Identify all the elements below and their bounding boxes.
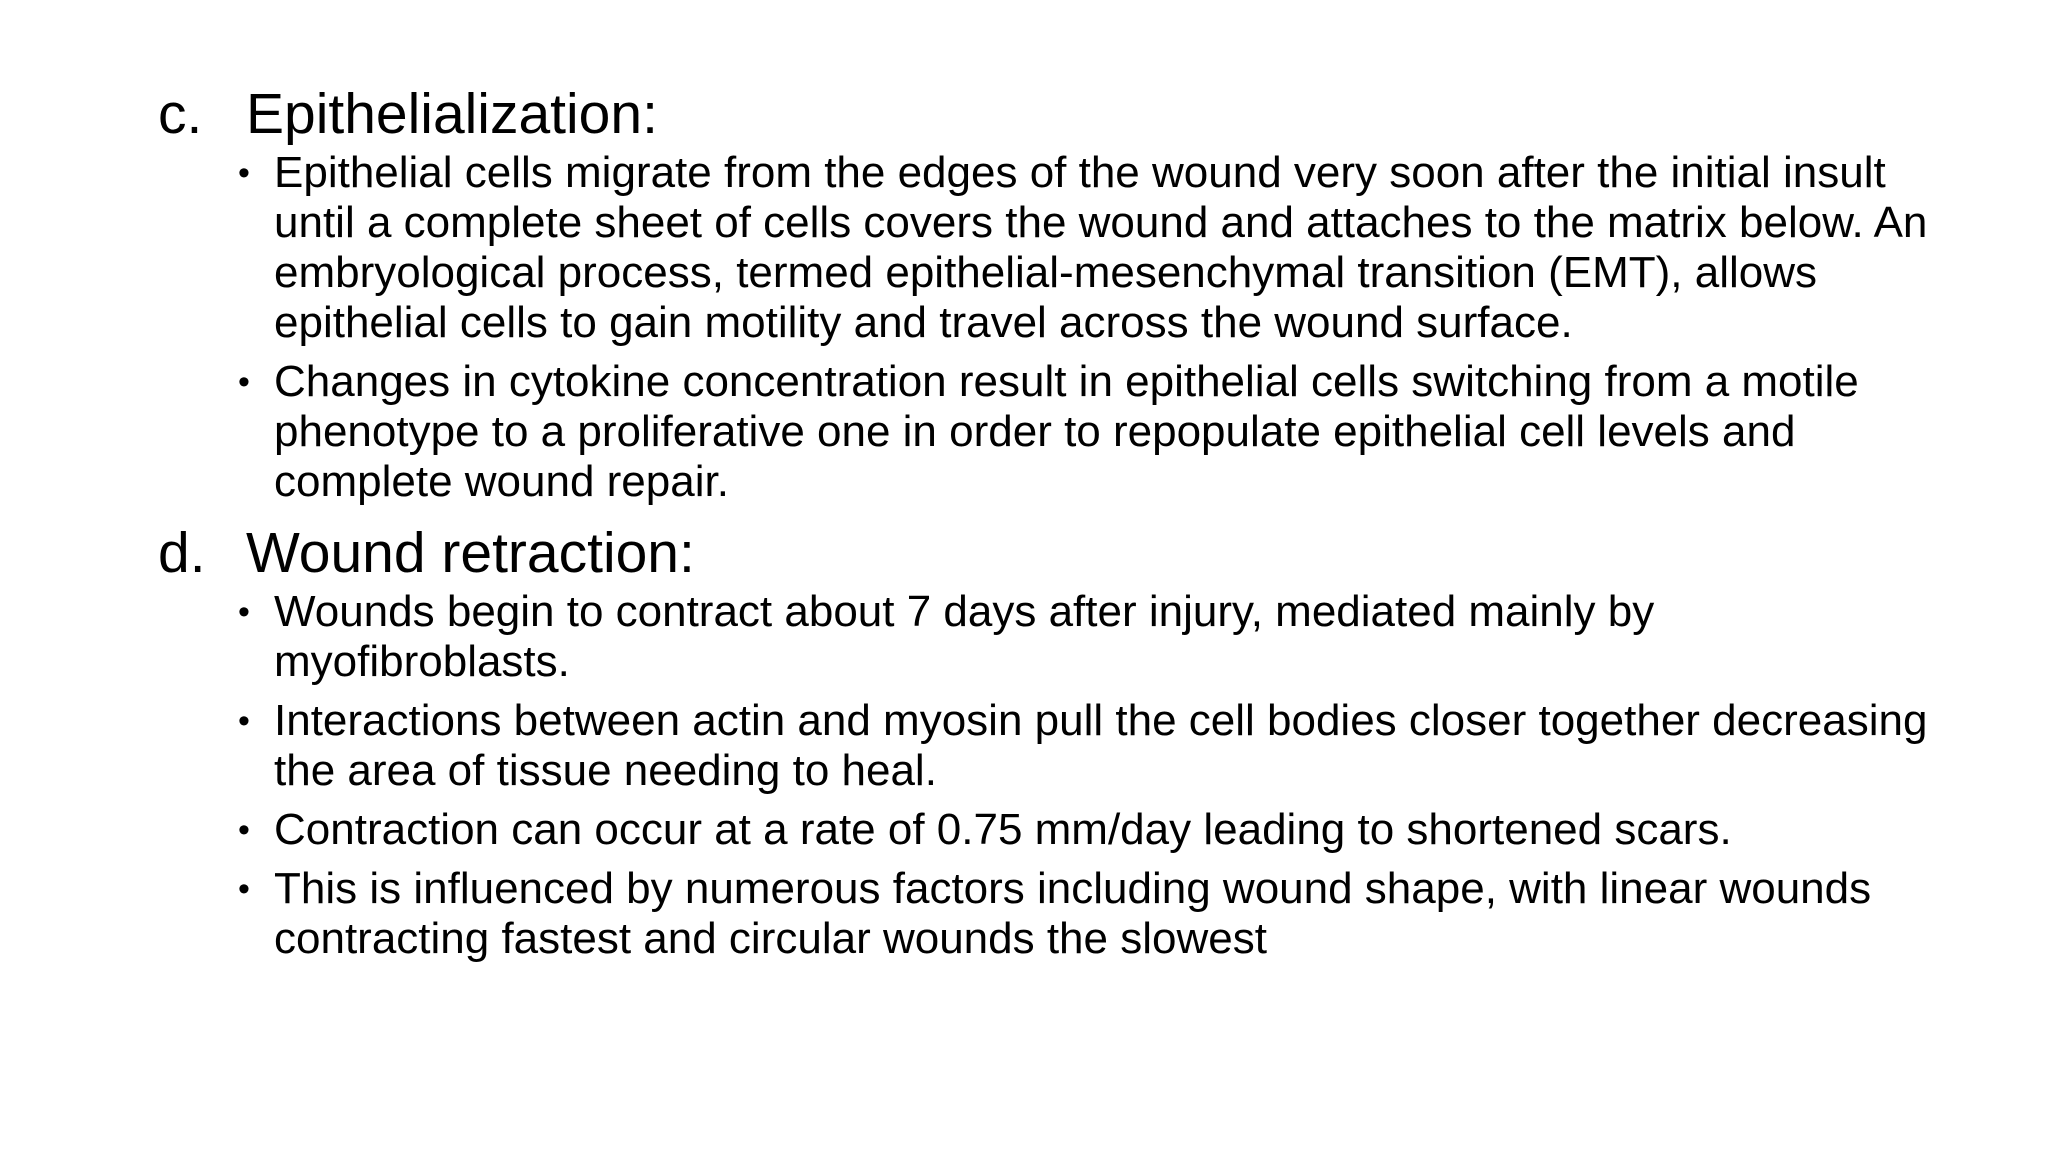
section-title: Wound retraction: (246, 521, 695, 585)
section-heading (158, 80, 1958, 148)
section-epithelialization (158, 80, 1958, 507)
section-title: Epithelialization: (246, 82, 658, 146)
bullet-text: Epithelial cells migrate from the edges of the wound very soon after the initial insult until a complete sheet of cells covers the wound and attaches to the matrix below. An embryological process, termed epithelial-mesenchymal transition (EMT), allows epithelial cells to gain motility and travel across the wound surface. (274, 148, 1928, 347)
bullet-icon: • (238, 702, 250, 740)
bullet-icon: • (238, 363, 250, 401)
bullet-item (238, 696, 1958, 796)
section-marker: c. (158, 82, 203, 146)
bullet-icon: • (238, 870, 250, 908)
bullet-icon: • (238, 811, 250, 849)
section-wound-retraction (158, 519, 1958, 964)
section-heading (158, 519, 1958, 587)
bullet-list (238, 148, 1958, 507)
bullet-text: This is influenced by numerous factors including wound shape, with linear wounds contracting fastest and circular wounds the slowest (274, 864, 1872, 963)
bullet-item (238, 864, 1958, 964)
bullet-item (238, 805, 1958, 855)
bullet-text: Wounds begin to contract about 7 days after injury, mediated mainly by myofibroblasts. (274, 587, 1655, 686)
bullet-item (238, 587, 1958, 687)
bullet-text: Contraction can occur at a rate of 0.75 mm/day leading to shortened scars. (274, 805, 1732, 854)
bullet-text: Changes in cytokine concentration result in epithelial cells switching from a motile phenotype to a proliferative one in order to repopulate epithelial cell levels and complete wound repair. (274, 357, 1859, 506)
bullet-item (238, 148, 1958, 348)
section-marker: d. (158, 521, 206, 585)
bullet-text: Interactions between actin and myosin pull the cell bodies closer together decreasing the area of tissue needing to heal. (274, 696, 1928, 795)
bullet-item (238, 357, 1958, 507)
slide-body (158, 80, 1958, 964)
bullet-icon: • (238, 154, 250, 192)
bullet-list (238, 587, 1958, 964)
bullet-icon: • (238, 593, 250, 631)
